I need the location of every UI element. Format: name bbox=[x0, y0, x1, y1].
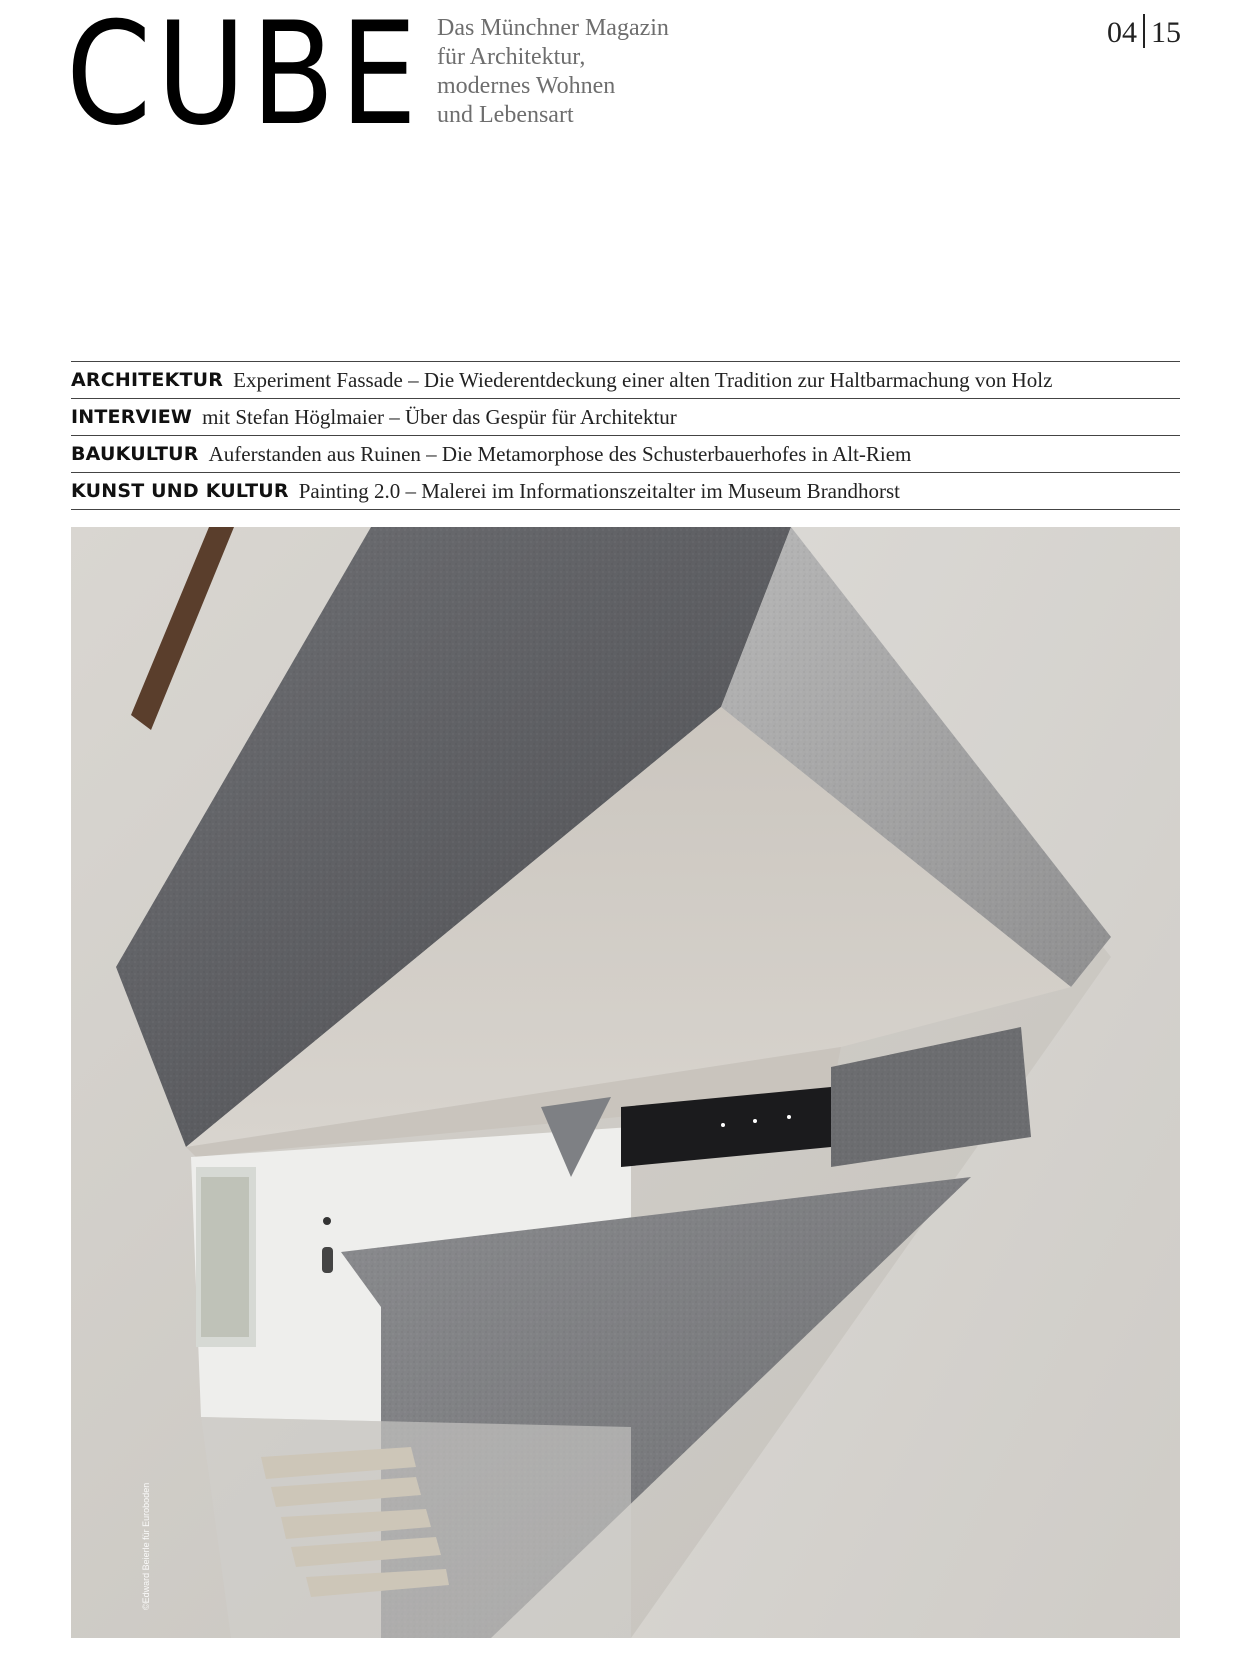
toc-title: Auferstanden aus Ruinen – Die Metamorphose des Schusterbauerhofes in Alt-Riem bbox=[208, 441, 912, 466]
toc-item[interactable] bbox=[71, 398, 1180, 435]
issue-number: 04 bbox=[1107, 16, 1137, 49]
table-of-contents bbox=[71, 361, 1180, 510]
toc-title: mit Stefan Höglmaier – Über das Gespür für Architektur bbox=[202, 404, 677, 429]
cover-photo-illustration bbox=[71, 527, 1180, 1638]
magazine-logo: CUBE bbox=[66, 0, 423, 157]
tagline-line: modernes Wohnen bbox=[437, 73, 616, 99]
toc-category: BAUKULTUR bbox=[71, 443, 199, 465]
magazine-tagline bbox=[437, 14, 669, 130]
cover-photo bbox=[71, 527, 1180, 1638]
toc-category: KUNST UND KULTUR bbox=[71, 480, 289, 502]
tagline-line: Das Münchner Magazin bbox=[437, 15, 669, 41]
toc-category: ARCHITEKTUR bbox=[71, 369, 224, 391]
tagline-line: für Architektur, bbox=[437, 44, 586, 70]
toc-item[interactable] bbox=[71, 472, 1180, 510]
toc-title: Painting 2.0 – Malerei im Informationszeitalter im Museum Brandhorst bbox=[298, 478, 901, 503]
toc-item[interactable] bbox=[71, 361, 1180, 398]
issue-label bbox=[1107, 14, 1181, 50]
issue-year: 15 bbox=[1151, 16, 1181, 49]
toc-title: Experiment Fassade – Die Wiederentdeckung einer alten Tradition zur Haltbarmachung von Holz bbox=[233, 367, 1053, 392]
tagline-line: und Lebensart bbox=[437, 102, 574, 128]
toc-item[interactable] bbox=[71, 435, 1180, 472]
photo-credit: ©Edward Beierle für Euroboden bbox=[141, 1482, 151, 1610]
issue-divider bbox=[1143, 14, 1145, 48]
toc-category: INTERVIEW bbox=[71, 406, 193, 428]
